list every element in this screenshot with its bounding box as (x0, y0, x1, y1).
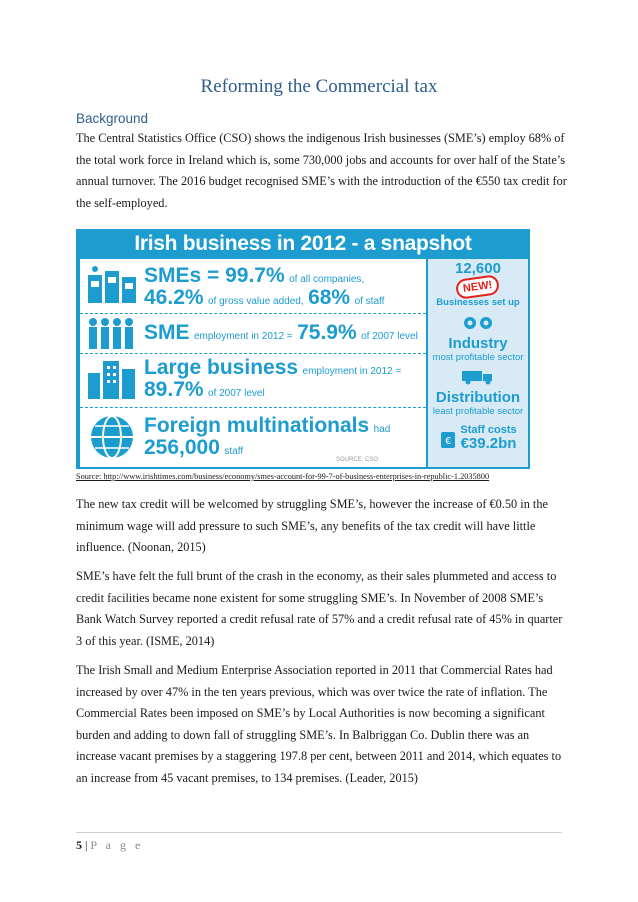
gross-value-share: 46.2% (144, 286, 204, 309)
large-business-label: employment in 2012 = (302, 366, 402, 377)
truck-icon (458, 369, 498, 385)
side-distribution (428, 369, 528, 417)
people-icon (86, 317, 138, 351)
page-footer (76, 838, 143, 853)
multinationals-title: Foreign multinationals (144, 414, 370, 437)
distribution-sub: least profitable sector (432, 406, 524, 417)
new-businesses-label: Businesses set up (436, 297, 520, 308)
infographic-row-multinationals (80, 407, 426, 467)
footer-divider (76, 832, 562, 833)
paragraph-1: The Central Statistics Office (CSO) shows the indigenous Irish businesses (SME’s) employ 68% of the total work force in Ireland which is, some 730,000 jobs and accounts for over half of the State’s annual turnover. The 2016 budget recognised SME’s with the introduction of the €550 tax credit for the self-employed. (76, 131, 567, 210)
new-businesses-count: 12,600 (455, 260, 501, 277)
page-label: P a g e (90, 838, 144, 852)
footer-separator: | (85, 838, 88, 852)
sme-employment-title: SME (144, 321, 190, 344)
new-badge: NEW! (455, 274, 501, 300)
buildings-icon (86, 359, 138, 401)
shops-icon (86, 265, 138, 307)
infographic-source-tag: SOURCE: CSO (335, 457, 378, 463)
money-icon (439, 428, 457, 450)
industry-label: Industry (448, 335, 508, 352)
smes-share-label: of all companies, (289, 274, 365, 285)
paragraph-2: The new tax credit will be welcomed by struggling SME’s, however the increase of €0.50 in the minimum wage will add pressure to such SME’s, any benefits of the tax credit will have little influence. (Noonan, 2015) (76, 497, 548, 554)
infographic-main-panel (80, 259, 426, 467)
globe-icon (86, 413, 138, 461)
multinationals-label: had (373, 424, 391, 435)
side-staff-costs (428, 425, 528, 452)
side-new-businesses (428, 261, 528, 308)
gears-icon (458, 315, 498, 331)
side-industry (428, 315, 528, 363)
large-business-suffix: of 2007 level (208, 388, 265, 399)
staff-share-label: of staff (354, 296, 385, 307)
industry-sub: most profitable sector (432, 352, 524, 363)
paragraph-3: SME’s have felt the full brunt of the crash in the economy, as their sales plummeted and access to credit facilities became none existent for some struggling SME’s. In November of 2008 SME’s Bank Watch Survey reported a credit refusal rate of 57% and a credit refusal rate of 45% in quarter 3 of this year. (ISME, 2014) (76, 569, 563, 648)
infographic-row-large-business (80, 353, 426, 408)
distribution-label: Distribution (435, 389, 521, 406)
sme-employment-value: 75.9% (297, 321, 357, 344)
infographic-title: Irish business in 2012 - a snapshot (134, 232, 472, 255)
infographic-row-smes (80, 259, 426, 314)
page-title: Reforming the Commercial tax (200, 76, 438, 97)
infographic-row-sme-employment (80, 313, 426, 354)
svg-text:€: € (445, 435, 452, 447)
staff-costs-value: €39.2bn (460, 435, 517, 452)
sme-employment-label: employment in 2012 = (193, 331, 293, 342)
multinationals-suffix: staff (224, 446, 244, 457)
staff-costs-label: Staff costs (460, 424, 517, 436)
paragraph-4: The Irish Small and Medium Enterprise Association reported in 2011 that Commercial Rates had increased by over 47% in the ten years previous, which was over twice the rate of inflation. The Commercial Rates been imposed on SME’s by Local Authorities is now becoming a significant burden and adding to down fall of struggling SME’s. In Balbriggan Co. Dublin there was an increase vacant premises by a staggering 197.8 per cent, between 2011 and 2014, which equates to an increase from 45 vacant premises, to 134 premises. (Leader, 2015) (76, 663, 562, 785)
source-link[interactable]: Source: http://www.irishtimes.com/business/economy/smes-account-for-99-7-of-business-enterprises-in-republic-1.2035800 (76, 472, 490, 481)
multinationals-value: 256,000 (144, 436, 220, 459)
smes-share: SMEs = 99.7% (144, 264, 285, 287)
infographic (76, 229, 530, 469)
page-number: 5 (76, 838, 82, 852)
large-business-title: Large business (144, 356, 299, 379)
sme-employment-suffix: of 2007 level (361, 331, 418, 342)
large-business-value: 89.7% (144, 378, 204, 401)
infographic-side-panel (428, 259, 528, 467)
staff-share: 68% (308, 286, 351, 309)
section-heading: Background (76, 111, 149, 126)
gross-value-label: of gross value added, (208, 296, 304, 307)
